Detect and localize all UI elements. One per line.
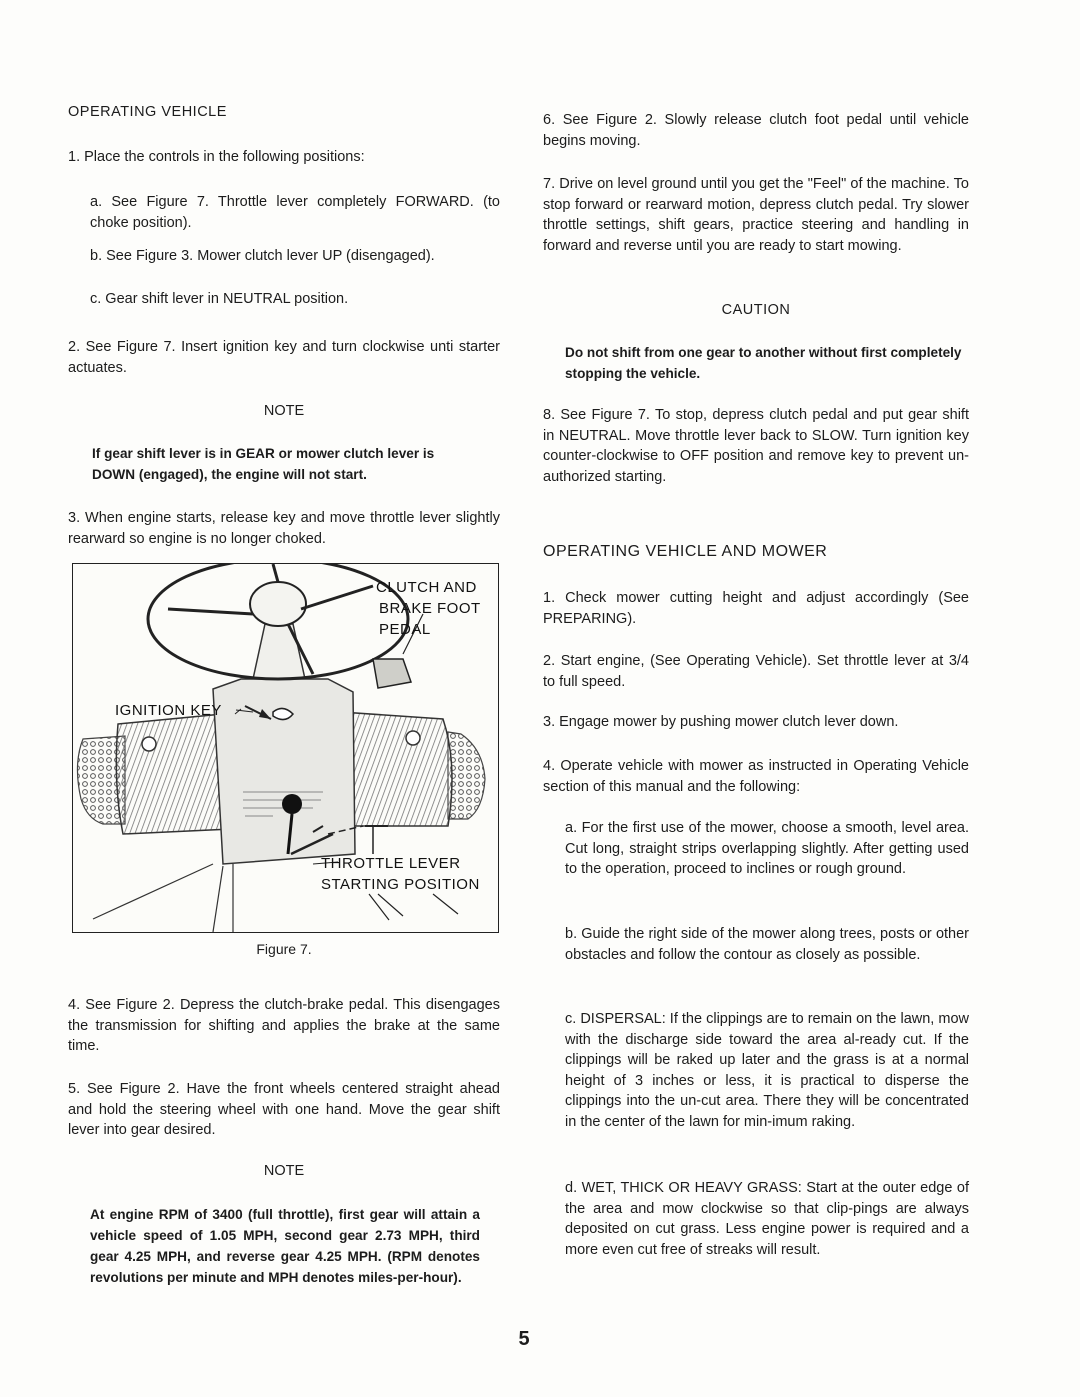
label-brake-foot: BRAKE FOOT bbox=[379, 600, 481, 617]
section-heading-vehicle-and-mower: OPERATING VEHICLE AND MOWER bbox=[543, 543, 828, 560]
note-1-text: If gear shift lever is in GEAR or mower clutch lever is DOWN (engaged), the engine will not start. bbox=[92, 446, 435, 482]
step-1a: a. See Figure 7. Throttle lever completely FORWARD. (to choke position). bbox=[90, 194, 500, 231]
mower-step-4: 4. Operate vehicle with mower as instructed in Operating Vehicle section of this manual and the following: bbox=[543, 758, 969, 795]
step-5: 5. See Figure 2. Have the front wheels centered straight ahead and hold the steering wheel with one hand. Move the gear shift lever into gear desired. bbox=[68, 1081, 500, 1138]
console-panel bbox=[213, 679, 355, 864]
step-1c: c. Gear shift lever in NEUTRAL position. bbox=[90, 291, 349, 307]
gear-shift-knob bbox=[282, 794, 302, 814]
figure-7-caption: Figure 7. bbox=[256, 941, 312, 957]
mower-step-4c: c. DISPERSAL: If the clippings are to remain on the lawn, mow with the discharge side toward the area al-ready cut. If the clippings will be raked up later and the grass is at a normal height of 3 inches or less, it is practical to disperse the clippings into the un-cut area. There they will be concentrated in the center of the lawn for min-imum raking. bbox=[565, 1011, 969, 1130]
page-number: 5 bbox=[518, 1328, 530, 1350]
step-4: 4. See Figure 2. Depress the clutch-brake pedal. This disengages the transmission for shifting and applies the brake at the same time. bbox=[68, 997, 500, 1054]
label-clutch-and: CLUTCH AND bbox=[376, 579, 477, 596]
note-2-text: At engine RPM of 3400 (full throttle), first gear will attain a vehicle speed of 1.05 MPH, second gear 2.73 MPH, third gear 4.25 MPH, and reverse gear 4.25 MPH. (RPM denotes revolutions per minute and MPH denotes miles-per-hour). bbox=[90, 1207, 480, 1285]
mower-step-4b: b. Guide the right side of the mower along trees, posts or other obstacles and follow the contour as closely as possible. bbox=[565, 926, 969, 963]
mower-step-2: 2. Start engine, (See Operating Vehicle). Set throttle lever at 3/4 to full speed. bbox=[543, 653, 969, 690]
caution-title: CAUTION bbox=[721, 302, 791, 318]
right-tire bbox=[448, 732, 485, 819]
step-1: 1. Place the controls in the following positions: bbox=[68, 149, 365, 165]
step-2: 2. See Figure 7. Insert ignition key and turn clockwise unti starter actuates. bbox=[68, 339, 500, 376]
step-1b: b. See Figure 3. Mower clutch lever UP (disengaged). bbox=[90, 248, 435, 264]
label-ignition-key: IGNITION KEY bbox=[115, 702, 222, 719]
label-throttle-lever: THROTTLE LEVER bbox=[321, 855, 461, 872]
mower-step-1: 1. Check mower cutting height and adjust accordingly (See PREPARING). bbox=[543, 590, 969, 627]
left-fender bbox=[116, 714, 231, 834]
clutch-pedal bbox=[373, 659, 411, 688]
step-6: 6. See Figure 2. Slowly release clutch foot pedal until vehicle begins moving. bbox=[543, 112, 969, 149]
step-7: 7. Drive on level ground until you get the "Feel" of the machine. To stop forward or rearward motion, depress clutch pedal. Try slower throttle settings, shift gears, practice steering and handling in forward and reverse until you are ready to start mowing. bbox=[543, 176, 969, 254]
label-pedal: PEDAL bbox=[379, 621, 431, 638]
mower-step-4a: a. For the first use of the mower, choose a smooth, level area. Cut long, straight strips overlapping slightly. After getting used to the operation, proceed to inclines or rough ground. bbox=[565, 820, 969, 877]
note-2-title: NOTE bbox=[263, 1163, 305, 1179]
caution-text: Do not shift from one gear to another without first completely stopping the vehicle. bbox=[565, 345, 962, 381]
figure-7-illustration bbox=[72, 563, 499, 933]
step-3: 3. When engine starts, release key and move throttle lever slightly rearward so engine is no longer choked. bbox=[68, 510, 500, 547]
mower-step-3: 3. Engage mower by pushing mower clutch lever down. bbox=[543, 714, 899, 730]
note-1-title: NOTE bbox=[263, 403, 305, 419]
label-starting-position: STARTING POSITION bbox=[321, 876, 480, 893]
section-heading-operating-vehicle: OPERATING VEHICLE bbox=[68, 104, 227, 120]
step-8: 8. See Figure 7. To stop, depress clutch pedal and put gear shift in NEUTRAL. Move throttle lever back to SLOW. Turn ignition key counter-clockwise to OFF position and remove key to prevent un-authorized starting. bbox=[543, 407, 969, 485]
mower-step-4d: d. WET, THICK OR HEAVY GRASS: Start at the outer edge of the area and mow clockwise so that clip-pings are always deposited on cut grass. Less engine power is required and a more even cut free of streaks will result. bbox=[565, 1180, 969, 1258]
